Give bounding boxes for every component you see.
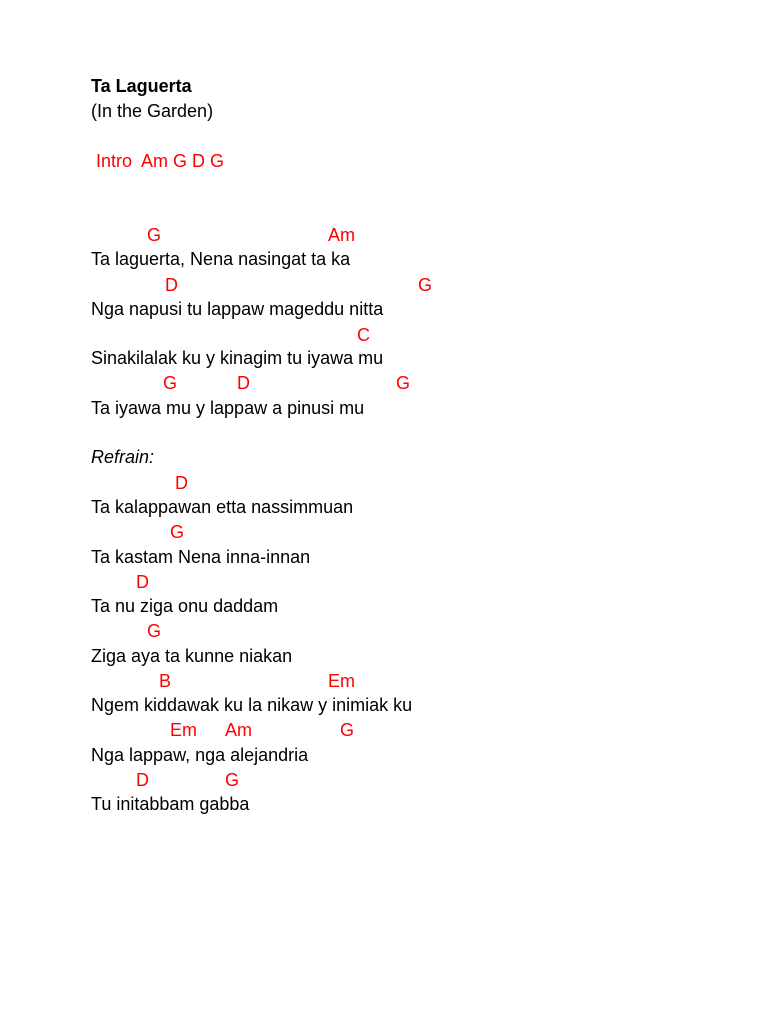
lyric-line: Ta laguerta, Nena nasingat ta ka [91, 249, 351, 269]
lyric-line: Ziga aya ta kunne niakan [91, 646, 293, 666]
chord: Am [225, 720, 252, 740]
chord: G [225, 770, 240, 790]
chord: D [136, 770, 149, 790]
chord: D [165, 275, 178, 295]
chord: Em [328, 671, 355, 691]
chord: G [163, 373, 178, 393]
lyric-line: Sinakilalak ku y kinagim tu iyawa mu [91, 348, 384, 368]
chord: G [396, 373, 411, 393]
lyric-line: Tu initabbam gabba [91, 794, 250, 814]
chord: G [170, 522, 185, 542]
chord: B [159, 671, 172, 691]
lyric-line: Ta nu ziga onu daddam [91, 596, 279, 616]
lyric-line: Ta iyawa mu y lappaw a pinusi mu [91, 398, 365, 418]
song-subtitle: (In the Garden) [91, 101, 214, 121]
chord: D [136, 572, 149, 592]
chord: G [340, 720, 355, 740]
refrain-label: Refrain: [91, 447, 155, 467]
chord: Em [170, 720, 197, 740]
chord: G [147, 621, 162, 641]
lyric-line: Nga napusi tu lappaw mageddu nitta [91, 299, 384, 319]
lyric-line: Ta kastam Nena inna-innan [91, 547, 311, 567]
chord: D [175, 473, 188, 493]
intro-chords: Intro Am G D G [96, 151, 225, 171]
chord: Am [328, 225, 355, 245]
chord: G [418, 275, 433, 295]
song-title: Ta Laguerta [91, 76, 192, 96]
lyric-line: Ta kalappawan etta nassimmuan [91, 497, 354, 517]
chord: C [357, 325, 370, 345]
chord: G [147, 225, 162, 245]
chord: D [237, 373, 250, 393]
lyric-line: Ngem kiddawak ku la nikaw y inimiak ku [91, 695, 413, 715]
lyric-line: Nga lappaw, nga alejandria [91, 745, 309, 765]
